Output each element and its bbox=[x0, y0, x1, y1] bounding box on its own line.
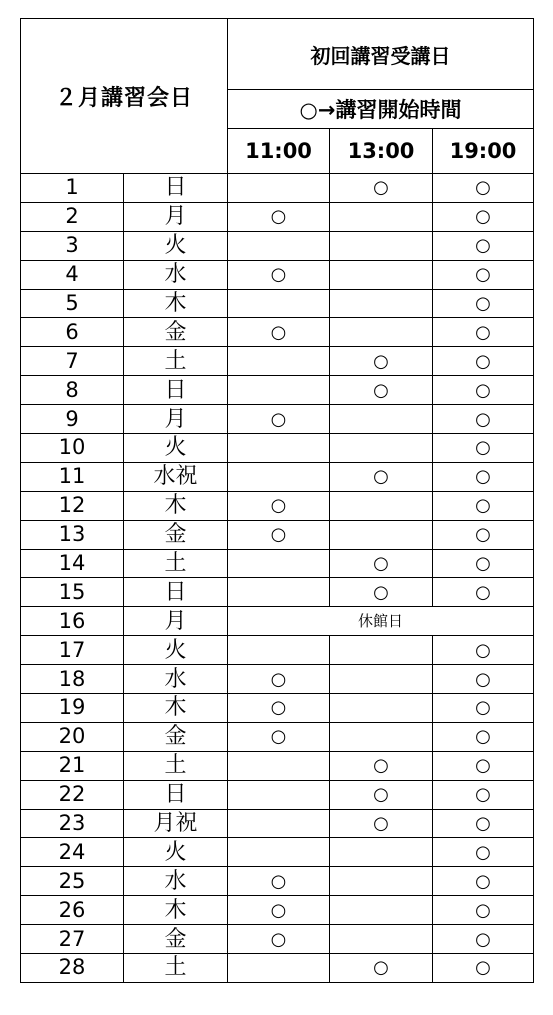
day-number: 9 bbox=[21, 405, 124, 434]
day-number: 7 bbox=[21, 347, 124, 376]
day-number: 3 bbox=[21, 231, 124, 260]
slot-19-mark: ○ bbox=[433, 636, 534, 665]
table-row bbox=[21, 896, 534, 925]
slot-11-mark: ○ bbox=[228, 867, 330, 896]
table-row bbox=[21, 809, 534, 838]
slot-13-mark bbox=[330, 896, 433, 925]
slot-13-mark: ○ bbox=[330, 954, 433, 983]
table-row bbox=[21, 925, 534, 954]
slot-13-mark bbox=[330, 867, 433, 896]
weekday: 木 bbox=[124, 491, 228, 520]
weekday: 日 bbox=[124, 578, 228, 607]
slot-11-mark bbox=[228, 838, 330, 867]
table-row bbox=[21, 578, 534, 607]
slot-11-mark bbox=[228, 549, 330, 578]
day-number: 2 bbox=[21, 202, 124, 231]
day-number: 22 bbox=[21, 780, 124, 809]
slot-13-mark bbox=[330, 694, 433, 723]
slot-13-mark: ○ bbox=[330, 376, 433, 405]
slot-19-mark: ○ bbox=[433, 549, 534, 578]
slot-11-mark bbox=[228, 780, 330, 809]
start-time-note: ○→講習開始時間 bbox=[228, 90, 534, 129]
slot-13-mark bbox=[330, 636, 433, 665]
slot-13-mark bbox=[330, 202, 433, 231]
weekday: 金 bbox=[124, 925, 228, 954]
weekday: 日 bbox=[124, 174, 228, 203]
month-label: ２月講習会日 bbox=[21, 19, 228, 174]
slot-19-mark: ○ bbox=[433, 231, 534, 260]
table-row bbox=[21, 491, 534, 520]
slot-13-mark: ○ bbox=[330, 578, 433, 607]
slot-19-mark: ○ bbox=[433, 809, 534, 838]
slot-11-mark bbox=[228, 174, 330, 203]
weekday: 金 bbox=[124, 722, 228, 751]
table-row bbox=[21, 174, 534, 203]
slot-11-mark bbox=[228, 376, 330, 405]
weekday: 土 bbox=[124, 751, 228, 780]
slot-13-mark bbox=[330, 520, 433, 549]
weekday: 日 bbox=[124, 376, 228, 405]
day-number: 1 bbox=[21, 174, 124, 203]
table-row bbox=[21, 780, 534, 809]
slot-13-mark bbox=[330, 318, 433, 347]
slot-13-mark bbox=[330, 434, 433, 463]
slot-13-mark bbox=[330, 925, 433, 954]
slot-11-mark: ○ bbox=[228, 665, 330, 694]
slot-19-mark: ○ bbox=[433, 289, 534, 318]
slot-19-mark: ○ bbox=[433, 260, 534, 289]
table-row bbox=[21, 347, 534, 376]
slot-11-mark bbox=[228, 809, 330, 838]
slot-19-mark: ○ bbox=[433, 867, 534, 896]
day-number: 5 bbox=[21, 289, 124, 318]
time-header-1100: 11:00 bbox=[228, 129, 330, 174]
table-row bbox=[21, 289, 534, 318]
weekday: 水 bbox=[124, 665, 228, 694]
day-number: 24 bbox=[21, 838, 124, 867]
slot-11-mark bbox=[228, 578, 330, 607]
slot-11-mark: ○ bbox=[228, 520, 330, 549]
day-number: 15 bbox=[21, 578, 124, 607]
table-row bbox=[21, 751, 534, 780]
day-number: 8 bbox=[21, 376, 124, 405]
day-number: 25 bbox=[21, 867, 124, 896]
table-row bbox=[21, 462, 534, 491]
table-row bbox=[21, 722, 534, 751]
table-row bbox=[21, 520, 534, 549]
table-row bbox=[21, 376, 534, 405]
slot-13-mark: ○ bbox=[330, 549, 433, 578]
day-number: 21 bbox=[21, 751, 124, 780]
slot-11-mark: ○ bbox=[228, 405, 330, 434]
weekday: 土 bbox=[124, 347, 228, 376]
slot-11-mark: ○ bbox=[228, 722, 330, 751]
slot-19-mark: ○ bbox=[433, 751, 534, 780]
slot-13-mark bbox=[330, 838, 433, 867]
slot-19-mark: ○ bbox=[433, 434, 534, 463]
table-row bbox=[21, 202, 534, 231]
slot-11-mark: ○ bbox=[228, 491, 330, 520]
slot-13-mark: ○ bbox=[330, 174, 433, 203]
slot-19-mark: ○ bbox=[433, 722, 534, 751]
weekday: 火 bbox=[124, 231, 228, 260]
slot-13-mark bbox=[330, 231, 433, 260]
slot-13-mark: ○ bbox=[330, 751, 433, 780]
weekday: 土 bbox=[124, 954, 228, 983]
table-row bbox=[21, 867, 534, 896]
slot-13-mark bbox=[330, 722, 433, 751]
table-row bbox=[21, 318, 534, 347]
slot-13-mark bbox=[330, 260, 433, 289]
weekday: 金 bbox=[124, 520, 228, 549]
weekday: 月 bbox=[124, 405, 228, 434]
day-number: 14 bbox=[21, 549, 124, 578]
table-row bbox=[21, 954, 534, 983]
weekday: 木 bbox=[124, 289, 228, 318]
day-number: 17 bbox=[21, 636, 124, 665]
weekday: 水 bbox=[124, 260, 228, 289]
slot-11-mark bbox=[228, 434, 330, 463]
slot-19-mark: ○ bbox=[433, 780, 534, 809]
slot-19-mark: ○ bbox=[433, 174, 534, 203]
slot-19-mark: ○ bbox=[433, 838, 534, 867]
day-number: 12 bbox=[21, 491, 124, 520]
day-number: 23 bbox=[21, 809, 124, 838]
weekday: 土 bbox=[124, 549, 228, 578]
table-row bbox=[21, 665, 534, 694]
weekday: 木 bbox=[124, 896, 228, 925]
slot-13-mark: ○ bbox=[330, 347, 433, 376]
slot-13-mark: ○ bbox=[330, 462, 433, 491]
slot-19-mark: ○ bbox=[433, 578, 534, 607]
slot-13-mark bbox=[330, 289, 433, 318]
day-number: 20 bbox=[21, 722, 124, 751]
table-row bbox=[21, 231, 534, 260]
table-row bbox=[21, 838, 534, 867]
closed-label: 休館日 bbox=[228, 607, 534, 636]
slot-11-mark bbox=[228, 289, 330, 318]
slot-19-mark: ○ bbox=[433, 694, 534, 723]
schedule-body bbox=[21, 174, 534, 983]
table-row bbox=[21, 405, 534, 434]
slot-19-mark: ○ bbox=[433, 925, 534, 954]
weekday: 月 bbox=[124, 202, 228, 231]
table-row bbox=[21, 260, 534, 289]
slot-19-mark: ○ bbox=[433, 376, 534, 405]
slot-11-mark: ○ bbox=[228, 260, 330, 289]
slot-19-mark: ○ bbox=[433, 347, 534, 376]
table-row bbox=[21, 636, 534, 665]
slot-19-mark: ○ bbox=[433, 462, 534, 491]
slot-19-mark: ○ bbox=[433, 520, 534, 549]
slot-11-mark: ○ bbox=[228, 318, 330, 347]
slot-11-mark bbox=[228, 231, 330, 260]
day-number: 13 bbox=[21, 520, 124, 549]
slot-19-mark: ○ bbox=[433, 491, 534, 520]
table-row bbox=[21, 607, 534, 636]
slot-13-mark bbox=[330, 665, 433, 694]
slot-19-mark: ○ bbox=[433, 202, 534, 231]
day-number: 16 bbox=[21, 607, 124, 636]
weekday: 木 bbox=[124, 694, 228, 723]
weekday: 火 bbox=[124, 636, 228, 665]
day-number: 19 bbox=[21, 694, 124, 723]
weekday: 日 bbox=[124, 780, 228, 809]
day-number: 18 bbox=[21, 665, 124, 694]
day-number: 6 bbox=[21, 318, 124, 347]
day-number: 26 bbox=[21, 896, 124, 925]
slot-11-mark bbox=[228, 636, 330, 665]
slot-19-mark: ○ bbox=[433, 665, 534, 694]
weekday: 金 bbox=[124, 318, 228, 347]
table-row bbox=[21, 434, 534, 463]
weekday: 火 bbox=[124, 838, 228, 867]
slot-13-mark bbox=[330, 405, 433, 434]
weekday: 火 bbox=[124, 434, 228, 463]
weekday: 水祝 bbox=[124, 462, 228, 491]
slot-13-mark: ○ bbox=[330, 809, 433, 838]
day-number: 28 bbox=[21, 954, 124, 983]
slot-13-mark: ○ bbox=[330, 780, 433, 809]
slot-19-mark: ○ bbox=[433, 896, 534, 925]
weekday: 月祝 bbox=[124, 809, 228, 838]
weekday: 月 bbox=[124, 607, 228, 636]
slot-19-mark: ○ bbox=[433, 405, 534, 434]
slot-11-mark: ○ bbox=[228, 694, 330, 723]
day-number: 11 bbox=[21, 462, 124, 491]
first-day-title: 初回講習受講日 bbox=[228, 19, 534, 90]
weekday: 水 bbox=[124, 867, 228, 896]
day-number: 4 bbox=[21, 260, 124, 289]
day-number: 27 bbox=[21, 925, 124, 954]
table-row bbox=[21, 549, 534, 578]
table-row bbox=[21, 694, 534, 723]
slot-11-mark: ○ bbox=[228, 202, 330, 231]
time-header-1300: 13:00 bbox=[330, 129, 433, 174]
slot-11-mark: ○ bbox=[228, 896, 330, 925]
slot-11-mark bbox=[228, 462, 330, 491]
slot-19-mark: ○ bbox=[433, 318, 534, 347]
schedule-table bbox=[20, 18, 534, 983]
slot-13-mark bbox=[330, 491, 433, 520]
day-number: 10 bbox=[21, 434, 124, 463]
slot-11-mark bbox=[228, 347, 330, 376]
time-header-1900: 19:00 bbox=[433, 129, 534, 174]
slot-11-mark: ○ bbox=[228, 925, 330, 954]
slot-11-mark bbox=[228, 751, 330, 780]
slot-11-mark bbox=[228, 954, 330, 983]
slot-19-mark: ○ bbox=[433, 954, 534, 983]
